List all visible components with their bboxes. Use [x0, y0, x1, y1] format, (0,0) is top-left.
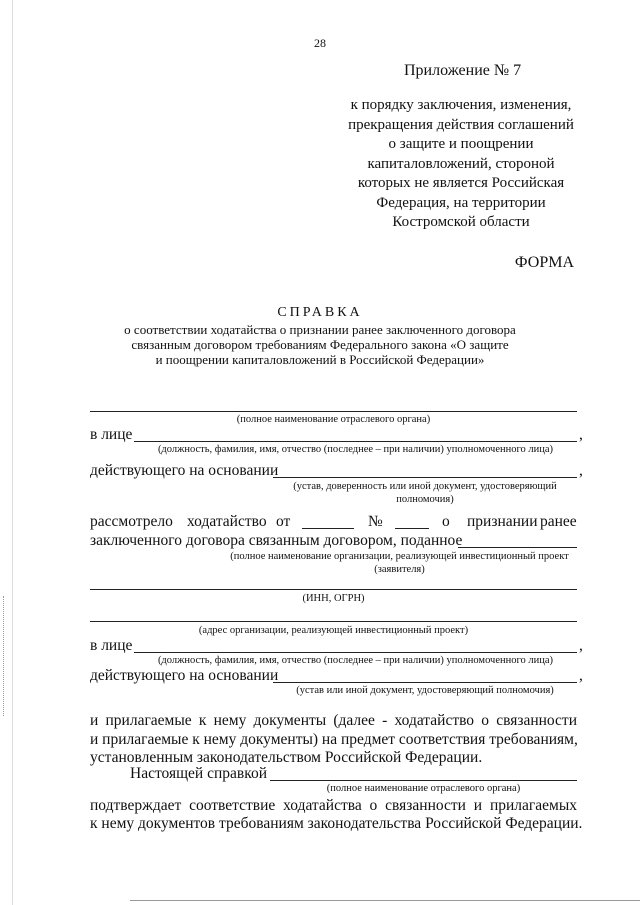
form-label: ФОРМА — [514, 254, 574, 271]
address-field[interactable] — [90, 621, 577, 622]
hint-applicant-line: (полное наименование организации, реализующей инвестиционный проект — [230, 551, 569, 562]
inn-ogrn-field[interactable] — [90, 589, 577, 590]
applicant-field[interactable] — [458, 547, 577, 548]
basis-field[interactable] — [273, 477, 577, 478]
page-frame-left-edge — [12, 0, 13, 905]
document-title: СПРАВКА — [277, 305, 363, 320]
number-field[interactable] — [395, 528, 429, 529]
page-number: 28 — [314, 36, 326, 50]
word: признании — [467, 513, 538, 530]
label-in-person-2: в лице — [90, 637, 133, 654]
paragraph-line: к нему документов требованиям законодательства Российской Федерации. — [90, 815, 583, 832]
word: о — [442, 513, 450, 530]
person-field-2[interactable] — [134, 652, 577, 653]
paragraph-line: и прилагаемые к нему документы) на предмет соответствия требованиям, — [90, 731, 578, 748]
label-acting-basis: действующего на основании — [90, 462, 279, 479]
label-this-certificate: Настоящей справкой — [130, 765, 268, 782]
label-contract: заключенного договора связанным договором, поданное — [90, 532, 463, 549]
word: рассмотрело — [90, 513, 173, 530]
subtitle-line: и поощрении капиталовложений в Российской Федерации» — [155, 352, 485, 367]
person-field[interactable] — [134, 441, 577, 442]
annex-line: которых не является Российская — [357, 175, 565, 191]
hint-person-2: (должность, фамилия, имя, отчество (последнее – при наличии) уполномоченного лица) — [157, 655, 554, 666]
hint-applicant — [222, 550, 577, 576]
hint-inn: (ИНН, ОГРН) — [302, 593, 365, 604]
annex-line: капиталовложений, стороной — [367, 155, 555, 172]
annex-line: о защите и поощрении — [388, 136, 534, 152]
word: ходатайство — [187, 513, 267, 530]
word: № — [368, 513, 383, 530]
annex-line: Федерация, на территории — [376, 194, 546, 211]
subtitle-line: связанным договором требованиям Федерального закона «О защите — [131, 337, 509, 352]
annex-line: к порядку заключения, изменения, — [350, 97, 572, 113]
hint-basis-line: (устав, доверенность или иной документ, удостоверяющий — [293, 481, 557, 492]
subtitle-line: о соответствии ходатайства о признании ранее заключенного договора — [124, 322, 516, 337]
comma: , — [579, 426, 583, 443]
hint-person: (должность, фамилия, имя, отчество (последнее – при наличии) уполномоченного лица) — [157, 444, 554, 455]
label-acting-basis-2: действующего на основании — [90, 667, 279, 684]
hint-organ: (полное наименование отраслевого органа) — [236, 414, 431, 425]
organ-name-field[interactable] — [90, 411, 577, 412]
document-subtitle — [90, 322, 550, 367]
organ-name-field-2[interactable] — [270, 780, 577, 781]
hint-applicant-line: (заявителя) — [374, 564, 425, 575]
comma: , — [579, 637, 583, 654]
word: от — [276, 513, 291, 530]
annex-subtitle — [330, 96, 592, 233]
word: ранее — [540, 513, 577, 530]
label-in-person: в лице — [90, 426, 133, 443]
hint-organ-2: (полное наименование отраслевого органа) — [326, 783, 521, 794]
annex-title: Приложение № 7 — [404, 62, 522, 79]
comma: , — [579, 667, 583, 684]
annex-line: прекращения действия соглашений — [348, 116, 574, 133]
paragraph-line: подтверждает соответствие ходатайства о связанности и прилагаемых — [90, 797, 577, 814]
hint-basis-line: полномочия) — [396, 494, 454, 505]
scan-edge-marks — [3, 596, 6, 716]
paragraph-line: и прилагаемые к нему документы (далее - ходатайство о связанности — [90, 712, 577, 729]
page-frame-bottom-edge — [130, 900, 640, 901]
date-field[interactable] — [302, 528, 354, 529]
comma: , — [579, 462, 583, 479]
hint-basis — [273, 480, 577, 506]
basis-field-2[interactable] — [273, 682, 577, 683]
paragraph-line: установленным законодательством Российской Федерации. — [90, 749, 483, 766]
annex-line: Костромской области — [392, 214, 530, 230]
hint-address: (адрес организации, реализующей инвестиционный проект) — [198, 625, 469, 636]
hint-basis-2: (устав или иной документ, удостоверяющий полномочия) — [296, 685, 554, 696]
